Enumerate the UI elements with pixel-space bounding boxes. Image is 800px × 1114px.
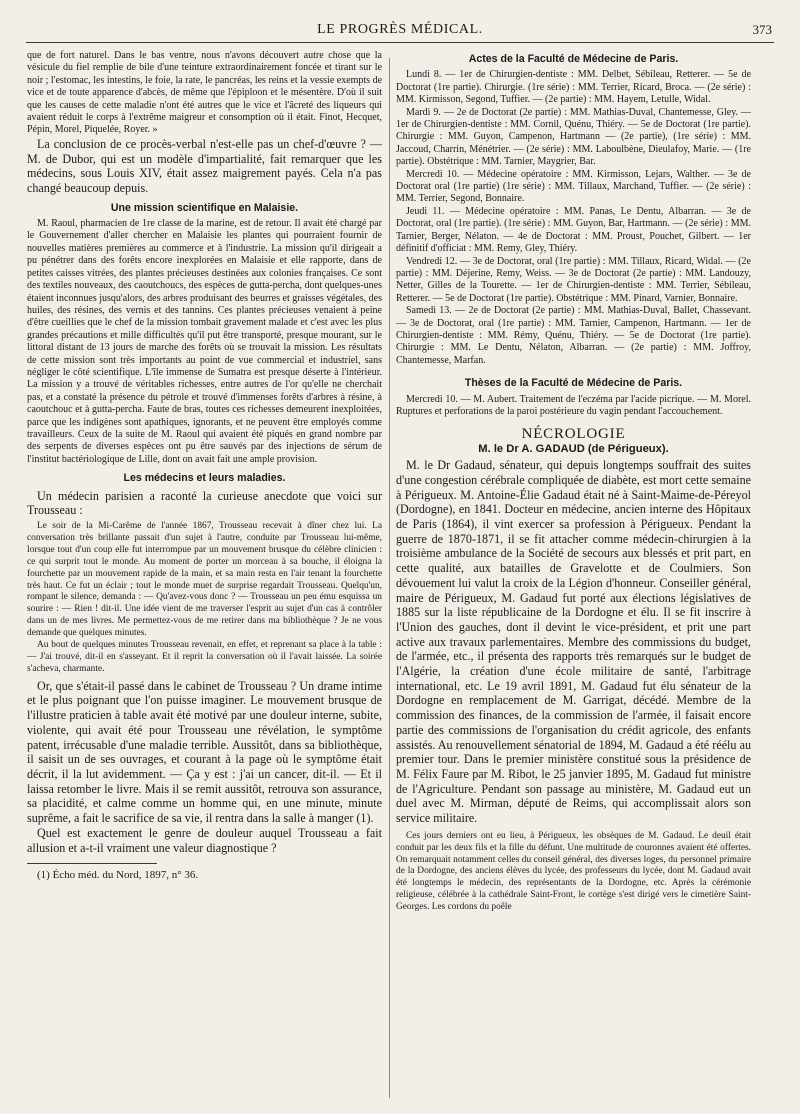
page-header [26,20,774,43]
actes-vendredi: Vendredi 12. — 3e de Doctorat, oral (1re partie) : MM. Tillaux, Ricard, Widal. — (2e partie) : MM. Déjerine, Remy, Weiss. — 3e de Doctorat (2e partie) : MM. Landouzy, Netter, Gilles de la Tourette. — 1er de Chirurgien-dentiste : MM. Terrier, Sébileau, Retterer. — 5e de Doctorat (1re partie). Obstétrique : MM. Pinard, Varnier, Bonnaire. [396,255,751,304]
necrologie-heading: NÉCROLOGIE [521,426,626,443]
left-column [27,50,382,1100]
column-divider [389,58,390,1098]
actes-mardi: Mardi 9. — 2e de Doctorat (2e partie) : MM. Mathias-Duval, Chantemesse, Gley. — 1er de Chirurgien-dentiste : MM. Cornil, Quénu, Thiéry. — 5e de Doctorat (1re partie). Chirurgie : MM. Guyon, Campenon, Hartmann — (2e partie), (1re série) : MM. Jaccoud, Charrin, Ménétrier. — (2e série) : MM. Laboulbène, Dieulafoy, Marie. — (1re partie). Obstétrique : MM. Tarnier, Maygrier, Bar. [396,106,751,168]
section-title-medecins: Les médecins et leurs maladies. [123,472,286,485]
paragraph-autopsy-end: que de fort naturel. Dans le bas ventre, nous n'avons découvert autre chose que la vésicule du fiel remplie de bile d'une teinture extraordinairement foncée et tirant sur le noir ; l'estomac, les intestins, le foie, la rate, le pancréas, les reins et la vessie exempts de vice et de toute apparence d'abcès, de même que l'épiploon et le mésentère. D'où il suit que les causes de cette maladie n'ont été autres que le vice et l'âcreté des liqueurs qui avaient réduit le corps à l'extrême maigreur et consomption où il était. Finot, Hecquet, Pépin, Morel, Piquelée, Royer. » [27,50,382,136]
paragraph-trousseau-return: Au bout de quelques minutes Trousseau revenait, en effet, et reprenant sa place à la table : — J'ai trouvé, dit-il en s'asseyant. Et il reprit la conversation où il l'avait laissée. La soirée s'acheva, charmante. [27,640,382,674]
paragraph-trousseau-drama: Or, que s'était-il passé dans le cabinet de Trousseau ? Un drame intime et le plus poignant que l'on puisse imaginer. Le mouvement brusque de l'illustre praticien à table avait été motivé par une douleur interne, subite, violente, qui avait été pour Trousseau une révélation, le symptôme patent, irrécusable d'une maladie terrible. Aussitôt, dans sa bibliothèque, il saisit un de ses ouvrages, et courant à la page où le symptôme était décrit, il la lut avidemment. — Ça y est : j'ai un cancer, dit-il. — Et il laissa retomber le livre. Mais il se remit aussitôt, retrouva son assurance, sa placidité, et calme comme un homme qui, en une minute, minute suprême, a fait le sacrifice de sa vie, il rentra dans la salle à manger (1). [27,678,382,826]
necrologie-name: M. le Dr A. GADAUD (de Périgueux). [478,442,669,455]
paragraph-anecdote-intro: Un médecin parisien a raconté la curieuse anecdote que voici sur Trousseau : [27,488,382,518]
footnote: (1) Écho méd. du Nord, 1897, n° 36. [37,869,199,882]
paragraph-trousseau-question: Quel est exactement le genre de douleur auquel Trousseau a fait allusion et a-t-il vraiment une valeur diagnostique ? [27,825,382,855]
necrologie-biography: M. le Dr Gadaud, sénateur, qui depuis longtemps souffrait des suites d'une congestion cérébrale compliquée de diabète, est mort cette semaine à Périgueux. M. Antoine-Élie Gadaud était né à Saint-Maime-de-Péreyol (Dordogne), en 1841. Docteur en médecine, ancien interne des Hôpitaux de Paris (1864), il vint exercer sa profession à Périgueux. Pendant la guerre de 1870-1871, il se fit attacher comme médecin-chirurgien à la troisième ambulance de la Société de secours aux blessés et prit part, en cette qualité, aux batailles de Gravelotte et de Coulmiers. Son dévouement lui valut la croix de la Légion d'honneur. Conseiller général, maire de Périgueux, M. Gadaud fut porté aux élections législatives de 1885 sur la liste républicaine de la Dordogne et élu. Il se fit inscrire à l'Union des gauches, dont il devint le vice-président, et prit une part active aux travaux parlementaires. Membre des commissions du budget, de l'armée, etc., il présenta des rapports très remarqués sur le budget de l'Algérie, la création d'une école militaire de santé, l'arbitrage international, etc. Le 19 avril 1891, M. Gadaud fut élu sénateur de la Dordogne en remplacement de M. Garrigat, décédé. Membre de la commission des finances, de la commission de l'armée, il faisait encore partie des commissions de l'organisation du crédit agricole, des enfants assistés. Au renouvellement sénatorial de 1894, M. Gadaud a été réélu au premier tour. Dans le premier ministère constitué sous la présidence de M. Félix Faure par M. Ribot, le 25 janvier 1895, M. Gadaud fut ministre de l'Agriculture. Pendant son passage au ministère, M. Gadaud eut un duel avec M. Mirman, député de Reims, qui accomplissait alors son service militaire. [396,458,751,826]
running-title: LE PROGRÈS MÉDICAL. [317,22,483,37]
theses-mercredi: Mercredi 10. — M. Aubert. Traitement de l'eczéma par l'acide picrique. — M. Morel. Ruptures et perforations de la paroi postérieure du vagin pendant l'accouchement. [396,393,751,417]
paragraph-trousseau-dinner: Le soir de la Mi-Carême de l'année 1867, Trousseau recevait à dîner chez lui. La conversation très brillante passait d'un sujet à l'autre, conduite par Trousseau lui-même, lorsque tout d'un coup elle fut interrompue par un mouvement brusque du célèbre clinicien : ce qui surprit tout le monde. Au moment de porter un morceau à sa bouche, il éloigna la fourchette par un mouvement rapide de la main, et sa main resta en l'air tenant la fourchette très haut. Ce fut un éclair ; tout le monde muet de surprise regardait Trousseau. Quelqu'un, rompant le silence, demanda : — Qu'avez-vous donc ? — Trousseau un peu ému esquissa un sourire : — Rien ! dit-il. Une idée vient de me traverser l'esprit au sujet d'un cas à contrôler dans un de mes livres. Me permettez-vous de me retirer dans ma bibliothèque ? Je ne vous demande que quelques minutes. [27,521,382,639]
right-column [396,50,751,1100]
actes-samedi: Samedi 13. — 2e de Doctorat (2e partie) : MM. Mathias-Duval, Ballet, Chassevant. — 3e de Doctorat, oral (1re partie) : MM. Tarnier, Campenon, Hartmann. — 1er de Chirurgien-dentiste : MM. Rémy, Quénu, Thiéry. — 5e de Doctorat (1re partie). Chirurgie : MM. Le Dentu, Nélaton, Albarran. — (2e partie) : MM. Joffroy, Chantemesse, Marfan. [396,305,751,366]
section-title-malaisie: Une mission scientifique en Malaisie. [110,201,299,214]
section-title-actes: Actes de la Faculté de Médecine de Paris. [468,53,679,65]
section-title-theses: Thèses de la Faculté de Médecine de Paris. [464,377,683,390]
necrologie-funeral: Ces jours derniers ont eu lieu, à Périgueux, les obsèques de M. Gadaud. Le deuil était conduit par les deux fils et la fille du défunt. Une multitude de couronnes avaient été offertes. On remarquait notamment celles du conseil général, des diverses loges, du personnel primaire de la Dordogne, des anciens élèves du lycée, des professeurs du lycée, dont M. Gadaud avait été longtemps le médecin, des représentants de la Dordogne, etc. Après la cérémonie religieuse, célébrée à la cathédrale Saint-Front, le cortège s'est dirigé vers le cimetière Saint-Georges. Les cordons du poêle [396,830,751,913]
page-number: 373 [752,22,772,37]
actes-jeudi: Jeudi 11. — Médecine opératoire : MM. Panas, Le Dentu, Albarran. — 3e de Doctorat, oral (1re partie). (1re série) : MM. Guyon, Bar, Hartmann. — (2e série) : MM. Tarnier, Berger, Nélaton. — 4e de Doctorat : MM. Proust, Pouchet, Gilbert. — 1er définitif d'officiat : MM. Remy, Gley, Thiéry. [396,205,751,255]
actes-mercredi: Mercredi 10. — Médecine opératoire : MM. Kirmisson, Lejars, Walther. — 3e de Doctorat oral (1re partie) (1re série) : MM. Tillaux, Marchand, Tuffier. — (2e série) : MM. Terrier, Segond, Bonnaire. [396,168,751,205]
actes-lundi: Lundi 8. — 1er de Chirurgien-dentiste : MM. Delbet, Sébileau, Retterer. — 5e de Doctorat (1re partie). Chirurgie. (1re série) : MM. Terrier, Ricard, Broca. — (2e série) : MM. Kirmisson, Segond, Tuffier. — (2e partie) : MM. Hayem, Letulle, Widal. [396,69,751,106]
paragraph-mission: M. Raoul, pharmacien de 1re classe de la marine, est de retour. Il avait été chargé par le Gouvernement d'aller chercher en Malaisie les plantes qui pourraient fournir de nouvelles matières premières au commerce et à l'industrie. La mission qu'il dirigeait a pu pénétrer dans des forêts encore inexplorées en Malaisie et elle rapporte, dans de petites caisses vitrées, des plantes précieuses destinées aux colonies françaises. Ce sont des textiles nouveaux, des caoutchoucs, des espèces de gutta-percha, dont quelques-unes étaient inconnues jusqu'alors, des arbres produisant des beurres et graisses végétales, des huiles, des résines, des vernis et des tannins. Ces plantes précieuses venaient à peine d'être cueillies que le chef de la mission tombait gravement malade et c'est avec les plus grandes précautions et mille difficultés qu'il put être transporté, presque mourant, sur le littoral distant de 13 jours de marche des forêts où se trouvait la mission. Les résultats de cette mission sont très importants au point de vue commercial et industriel, sans négliger le côté scientifique. L'île immense de Sumatra est presque déserte à l'intérieur. La mission y a trouvé de véritables richesses, entre autres de l'or qu'elle ne cherchait pas, et a constaté la présence du pétrole et trouvé d'immenses forêts d'arbres à résine, à caoutchouc et à gutta-percha. Faute de bras, toutes ces richesses demeurent inexploitées, parce que les indigènes sont apathiques, ignorants, et ne peuvent être employés comme travailleurs. Ceux de la suite de M. Raoul qui avaient été piqués en grand nombre par des serpents de diverses espèces ont pu être sauvés par des injections de sérum de l'institut bactériologique de Lille, dont on avait fait une ample provision. [27,218,382,465]
paragraph-conclusion: La conclusion de ce procès-verbal n'est-elle pas un chef-d'œuvre ? — M. de Dubor, qui est un modèle d'impartialité, fait remarquer que les médecins, sous Louis XIV, était assez maigrement payés. Cela n'a pas changé beaucoup depuis. [27,136,382,195]
footnote-rule [27,863,157,864]
